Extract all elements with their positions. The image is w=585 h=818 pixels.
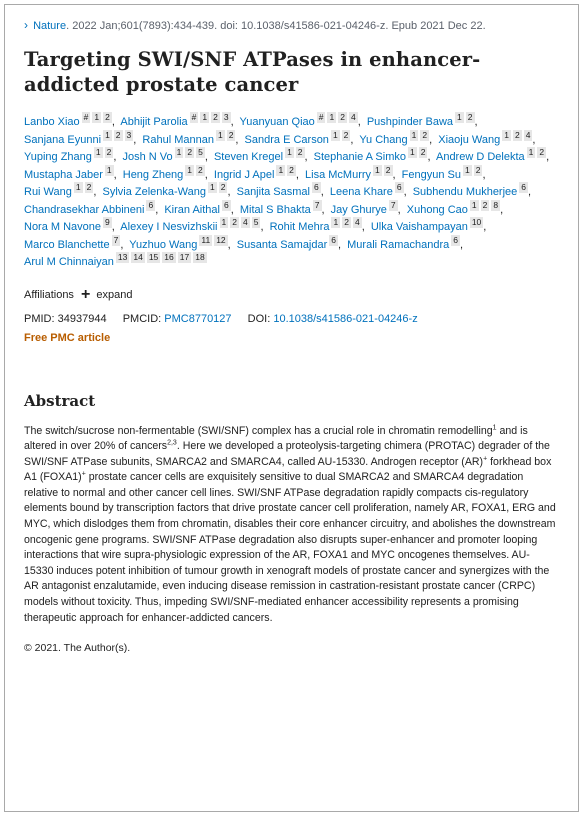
author-item: Alexey I Nesvizhskii 1 2 4 5 ,	[120, 217, 264, 233]
author-name-link[interactable]: Ingrid J Apel	[213, 168, 275, 181]
author-item: Heng Zheng 1 2 ,	[122, 164, 208, 181]
chevron-right-icon: ›	[24, 18, 28, 32]
journal-link[interactable]: Nature	[33, 20, 67, 32]
author-name-link[interactable]: Sanjana Eyunni	[24, 133, 102, 146]
author-item: Yu Chang 1 2 ,	[359, 129, 433, 146]
author-name-link[interactable]: Rohit Mehra	[269, 221, 330, 233]
superscript-plus: +	[81, 470, 86, 478]
affiliation-number[interactable]: 2	[86, 182, 92, 192]
author-item: Leena Khare 6 ,	[329, 182, 407, 198]
author-item: Ingrid J Apel 1 2 ,	[213, 164, 299, 181]
author-name-link[interactable]: Yuping Zhang	[24, 151, 92, 163]
affiliation-number[interactable]: 4	[354, 217, 360, 227]
affiliation-number[interactable]: 6	[313, 182, 319, 192]
affiliation-number[interactable]: 1	[375, 164, 380, 175]
superscript-plus: +	[483, 455, 488, 463]
affiliation-number[interactable]: 1	[329, 112, 335, 122]
author-name-link[interactable]: Lanbo Xiao	[24, 116, 80, 128]
author-item: Andrew D Delekta 1 2 ,	[435, 147, 550, 163]
author-item: Xiaoju Wang 1 2 4 ,	[438, 129, 536, 146]
article-title: Targeting SWI/SNF ATPases in enhancer-addicted prostate cancer	[24, 48, 481, 96]
affiliation-number[interactable]: 12	[216, 234, 226, 245]
author-name-link[interactable]: Lisa McMurry	[305, 168, 372, 181]
author-name-link[interactable]: Rui Wang	[24, 186, 72, 198]
affiliation-number[interactable]: 2	[514, 129, 520, 140]
citation-ref[interactable]: 2,3	[167, 439, 177, 447]
author-item: Kiran Aithal 6 ,	[164, 199, 234, 216]
affiliation-number[interactable]: 6	[396, 182, 402, 192]
affiliation-number[interactable]: 6	[224, 199, 229, 210]
affiliation-number[interactable]: 1	[410, 147, 415, 157]
author-name-link[interactable]: Heng Zheng	[122, 168, 184, 181]
affiliation-number[interactable]: 16	[164, 252, 174, 262]
author-name-link[interactable]: Xuhong Cao	[406, 203, 468, 216]
affiliation-number[interactable]: 1	[217, 129, 223, 140]
pmid-value: 34937944	[57, 312, 107, 325]
affiliation-number[interactable]: 2	[482, 199, 488, 210]
free-pmc-article-label: Free PMC article	[24, 331, 111, 344]
author-name-link[interactable]: Subhendu Mukherjee	[412, 186, 518, 198]
author-item: Fengyun Su 1 2 ,	[401, 164, 486, 181]
author-name-link[interactable]: Jay Ghurye	[330, 203, 387, 216]
affiliation-number[interactable]: 1	[176, 147, 182, 157]
author-item: Mital S Bhakta 7 ,	[239, 199, 325, 216]
equal-contrib-mark[interactable]: #	[191, 112, 197, 122]
affiliation-number[interactable]: 1	[457, 112, 462, 122]
author-name-link[interactable]: Josh N Vo	[122, 151, 173, 163]
author-item: Xuhong Cao 1 2 8 ,	[406, 199, 504, 216]
affiliation-number[interactable]: 1	[187, 164, 193, 175]
author-item: Subhendu Mukherjee 6 ,	[412, 182, 532, 198]
affiliation-number[interactable]: 1	[287, 147, 292, 157]
affiliation-number[interactable]: 2	[187, 147, 193, 157]
affiliation-number[interactable]: 1	[464, 164, 470, 175]
author-name-link[interactable]: Sandra E Carson	[244, 133, 329, 146]
affiliation-number[interactable]: 2	[297, 147, 303, 157]
author-name-link[interactable]: Abhijit Parolia	[120, 116, 188, 128]
affiliation-number[interactable]: 2	[228, 129, 234, 140]
affiliation-number[interactable]: 4	[350, 112, 356, 122]
affiliation-number[interactable]: 4	[242, 217, 248, 227]
affiliation-number[interactable]: 13	[117, 252, 128, 262]
author-name-link[interactable]: Arul M Chinnaiyan	[24, 256, 114, 268]
author-name-link[interactable]: Yuanyuan Qiao	[239, 116, 315, 128]
identifiers-row	[24, 310, 562, 328]
affiliation-number[interactable]: 7	[314, 199, 320, 210]
affiliation-number[interactable]: 2	[232, 217, 237, 227]
author-item: Rahul Mannan 1 2 ,	[142, 129, 239, 146]
affiliation-number[interactable]: 6	[453, 234, 458, 245]
affiliation-number[interactable]: 2	[420, 147, 426, 157]
affiliation-number[interactable]: 5	[253, 217, 259, 227]
author-item: Ulka Vaishampayan 10 ,	[370, 217, 487, 233]
equal-contrib-mark[interactable]: #	[318, 112, 324, 122]
affiliation-number[interactable]: 2	[467, 112, 473, 122]
affiliation-number[interactable]: 2	[198, 164, 203, 175]
affiliation-number[interactable]: 1	[278, 164, 284, 175]
author-item: Susanta Samajdar 6 ,	[236, 234, 342, 251]
author-name-link[interactable]: Mital S Bhakta	[239, 203, 311, 216]
article-content	[14, 17, 562, 656]
affiliation-number[interactable]: 1	[332, 129, 338, 140]
abstract-text-part: and is altered in over 20% of cancers	[24, 424, 528, 453]
abstract-text-part: prostate cancer cells are exquisitely sensitive to dual SMARCA2 and SMARCA4 degradation relative to normal and other cancer cell lines. SWI/SNF ATPase degradation rapidly compacts cis-regulatory elements bound by transcription factors that drive prostate cancer cell proliferation, namely AR, FOXA1, ERG and MYC, which dislodges them from chromatin, disables their core enhancer circuitry, and abolishes the downstream oncogenic gene programs. SWI/SNF ATPase degradation also disrupts super-enhancer and promoter looping interactions that wire supra-physiologic expression of the AR, FOXA1 and MYC oncogenes themselves. AU-15330 induces potent inhibition of tumour growth in xenograft models of prostate cancer and synergizes with the AR antagonist enzalutamide, even inducing disease remission in castration-resistant prostate cancer (CRPC) models without toxicity. Thus, impeding SWI/SNF-mediated enhancer accessibility represents a promising therapeutic approach for enhancer-addicted cancers.	[24, 471, 556, 624]
author-name-link[interactable]: Rahul Mannan	[142, 133, 214, 146]
doi-label: DOI:	[247, 312, 271, 325]
author-item: Sandra E Carson 1 2 ,	[244, 129, 354, 146]
author-item: Jay Ghurye 7 ,	[330, 199, 401, 216]
pmid-label: PMID:	[24, 312, 55, 325]
affiliation-number[interactable]: 1	[528, 147, 534, 157]
author-name-link[interactable]: Sanjita Sasmal	[236, 186, 310, 198]
author-item: Pushpinder Bawa 1 2 ,	[366, 112, 478, 128]
author-item: Lisa McMurry 1 2 ,	[305, 164, 396, 181]
affiliation-number[interactable]: 1	[106, 164, 112, 175]
author-name-link[interactable]: Kiran Aithal	[164, 203, 220, 216]
author-name-link[interactable]: Chandrasekhar Abbineni	[24, 203, 145, 216]
affiliation-number[interactable]: 6	[331, 234, 337, 245]
affiliation-number[interactable]: 7	[390, 199, 396, 210]
author-item: Steven Kregel 1 2 ,	[213, 147, 308, 163]
citation-line	[24, 17, 562, 33]
author-item: Nora M Navone 9 ,	[24, 217, 115, 233]
affiliation-number[interactable]: 1	[333, 217, 339, 227]
author-item: Rui Wang 1 2 ,	[24, 182, 97, 198]
affiliation-number[interactable]: 2	[340, 112, 345, 122]
affiliation-number[interactable]: 2	[213, 112, 218, 122]
affiliation-number[interactable]: 9	[105, 217, 110, 227]
author-name-link[interactable]: Fengyun Su	[401, 168, 461, 181]
author-item: Sylvia Zelenka-Wang 1 2 ,	[102, 182, 231, 198]
expand-affiliations-button[interactable]: expand	[96, 288, 133, 301]
affiliation-number[interactable]: 1	[95, 147, 101, 157]
affiliation-number[interactable]: 1	[411, 129, 417, 140]
affiliation-number[interactable]: 7	[113, 234, 119, 245]
abstract-heading: Abstract	[24, 391, 96, 410]
author-name-link[interactable]: Susanta Samajdar	[236, 238, 328, 251]
author-name-link[interactable]: Pushpinder Bawa	[366, 116, 454, 128]
affiliation-number[interactable]: 2	[385, 164, 391, 175]
author-name-link[interactable]: Steven Kregel	[213, 151, 284, 163]
affiliation-number[interactable]: 2	[289, 164, 294, 175]
author-name-link[interactable]: Yu Chang	[359, 133, 408, 146]
author-name-link[interactable]: Andrew D Delekta	[435, 151, 525, 163]
author-item: Stephanie A Simko 1 2 ,	[313, 147, 431, 163]
affiliation-number[interactable]: 2	[539, 147, 545, 157]
affiliation-number[interactable]: 8	[493, 199, 499, 210]
author-name-link[interactable]: Nora M Navone	[24, 221, 102, 233]
citation-details: . 2022 Jan;601(7893):434-439. doi: 10.1038/s41586-021-04246-z. Epub 2021 Dec 22.	[66, 20, 486, 32]
author-name-link[interactable]: Marco Blanchette	[24, 238, 110, 251]
citation-ref[interactable]: 1	[492, 423, 497, 431]
expand-plus-icon[interactable]: +	[81, 285, 91, 303]
author-item: Sanjita Sasmal 6 ,	[236, 182, 324, 198]
affiliation-number[interactable]: 10	[471, 217, 482, 227]
affiliation-number[interactable]: 1	[221, 217, 227, 227]
affiliation-number[interactable]: 3	[223, 112, 229, 122]
author-name-link[interactable]: Sylvia Zelenka-Wang	[102, 186, 207, 198]
affiliation-number[interactable]: 4	[525, 129, 531, 140]
pmcid-link[interactable]: PMC8770127	[164, 312, 232, 325]
author-item: Chandrasekhar Abbineni 6 ,	[24, 199, 159, 216]
author-item: Marco Blanchette 7 ,	[24, 234, 124, 251]
affiliation-number[interactable]: 6	[521, 182, 527, 192]
affiliation-number[interactable]: 2	[115, 129, 121, 140]
abstract-text-part: forkhead box A1 (FOXA1)	[24, 455, 552, 484]
affiliation-number[interactable]: 14	[133, 252, 143, 262]
author-item: Yuanyuan Qiao # 1 2 4 ,	[239, 112, 361, 128]
author-item: Yuping Zhang 1 2 ,	[24, 147, 117, 163]
affiliation-number[interactable]: 1	[210, 182, 215, 192]
affiliation-number[interactable]: 1	[75, 182, 81, 192]
affiliation-number[interactable]: 1	[471, 199, 477, 210]
author-name-link[interactable]: Yuzhuo Wang	[129, 238, 198, 251]
affiliation-number[interactable]: 2	[105, 112, 110, 122]
affiliation-number[interactable]: 2	[475, 164, 481, 175]
author-name-link[interactable]: Ulka Vaishampayan	[370, 221, 468, 233]
affiliation-number[interactable]: 11	[201, 234, 211, 245]
affiliation-number[interactable]: 2	[106, 147, 112, 157]
abstract-text-part: The switch/sucrose non-fermentable (SWI/SNF) complex has a crucial role in chromatin remodelling	[24, 424, 493, 437]
equal-contrib-mark[interactable]: #	[83, 112, 89, 122]
author-item: Murali Ramachandra 6 ,	[347, 234, 464, 251]
affiliation-number[interactable]: 5	[198, 147, 203, 157]
article-card	[4, 4, 579, 812]
author-item: Sanjana Eyunni 1 2 3 ,	[24, 129, 137, 146]
abstract-text-part: . Here we developed a proteolysis-targeting chimera (PROTAC) degrader of the SWI/SNF ATPase subunits, SMARCA2 and SMARCA4, called AU-15330. Androgen receptor (AR)	[24, 440, 550, 468]
affiliations-row	[24, 286, 562, 304]
affiliation-number[interactable]: 15	[148, 252, 159, 262]
author-list	[24, 114, 554, 272]
affiliation-number[interactable]: 1	[504, 129, 509, 140]
author-item: Mustapha Jaber 1 ,	[24, 164, 117, 181]
affiliations-label: Affiliations	[24, 288, 74, 301]
author-name-link[interactable]: Alexey I Nesvizhskii	[120, 221, 218, 233]
author-name-link[interactable]: Xiaoju Wang	[438, 133, 501, 146]
author-item: Lanbo Xiao # 1 2 ,	[24, 112, 115, 128]
affiliation-number[interactable]: 1	[94, 112, 100, 122]
affiliation-number[interactable]: 2	[344, 217, 349, 227]
doi-link[interactable]: 10.1038/s41586-021-04246-z	[273, 312, 418, 325]
author-name-link[interactable]: Mustapha Jaber	[24, 168, 103, 181]
affiliation-number[interactable]: 2	[422, 129, 428, 140]
author-name-link[interactable]: Stephanie A Simko	[313, 151, 406, 163]
author-item: Abhijit Parolia # 1 2 3 ,	[120, 112, 234, 128]
affiliation-number[interactable]: 2	[343, 129, 349, 140]
author-name-link[interactable]: Murali Ramachandra	[347, 238, 450, 251]
affiliation-number[interactable]: 6	[148, 199, 154, 210]
copyright-notice: © 2021. The Author(s).	[24, 642, 131, 655]
affiliation-number[interactable]: 17	[179, 252, 190, 262]
abstract-text	[24, 424, 556, 627]
affiliation-number[interactable]: 1	[105, 129, 110, 140]
author-name-link[interactable]: Leena Khare	[329, 186, 393, 198]
author-item: Josh N Vo 1 2 5 ,	[122, 147, 208, 163]
author-item: Rohit Mehra 1 2 4 ,	[269, 217, 365, 233]
affiliation-number[interactable]: 1	[202, 112, 208, 122]
author-item	[24, 252, 207, 268]
pmcid-label: PMCID:	[122, 312, 162, 325]
author-item: Yuzhuo Wang 11 12 ,	[129, 234, 231, 251]
affiliation-number[interactable]: 3	[126, 129, 132, 140]
affiliation-number[interactable]: 18	[195, 252, 205, 262]
affiliation-number[interactable]: 2	[220, 182, 226, 192]
